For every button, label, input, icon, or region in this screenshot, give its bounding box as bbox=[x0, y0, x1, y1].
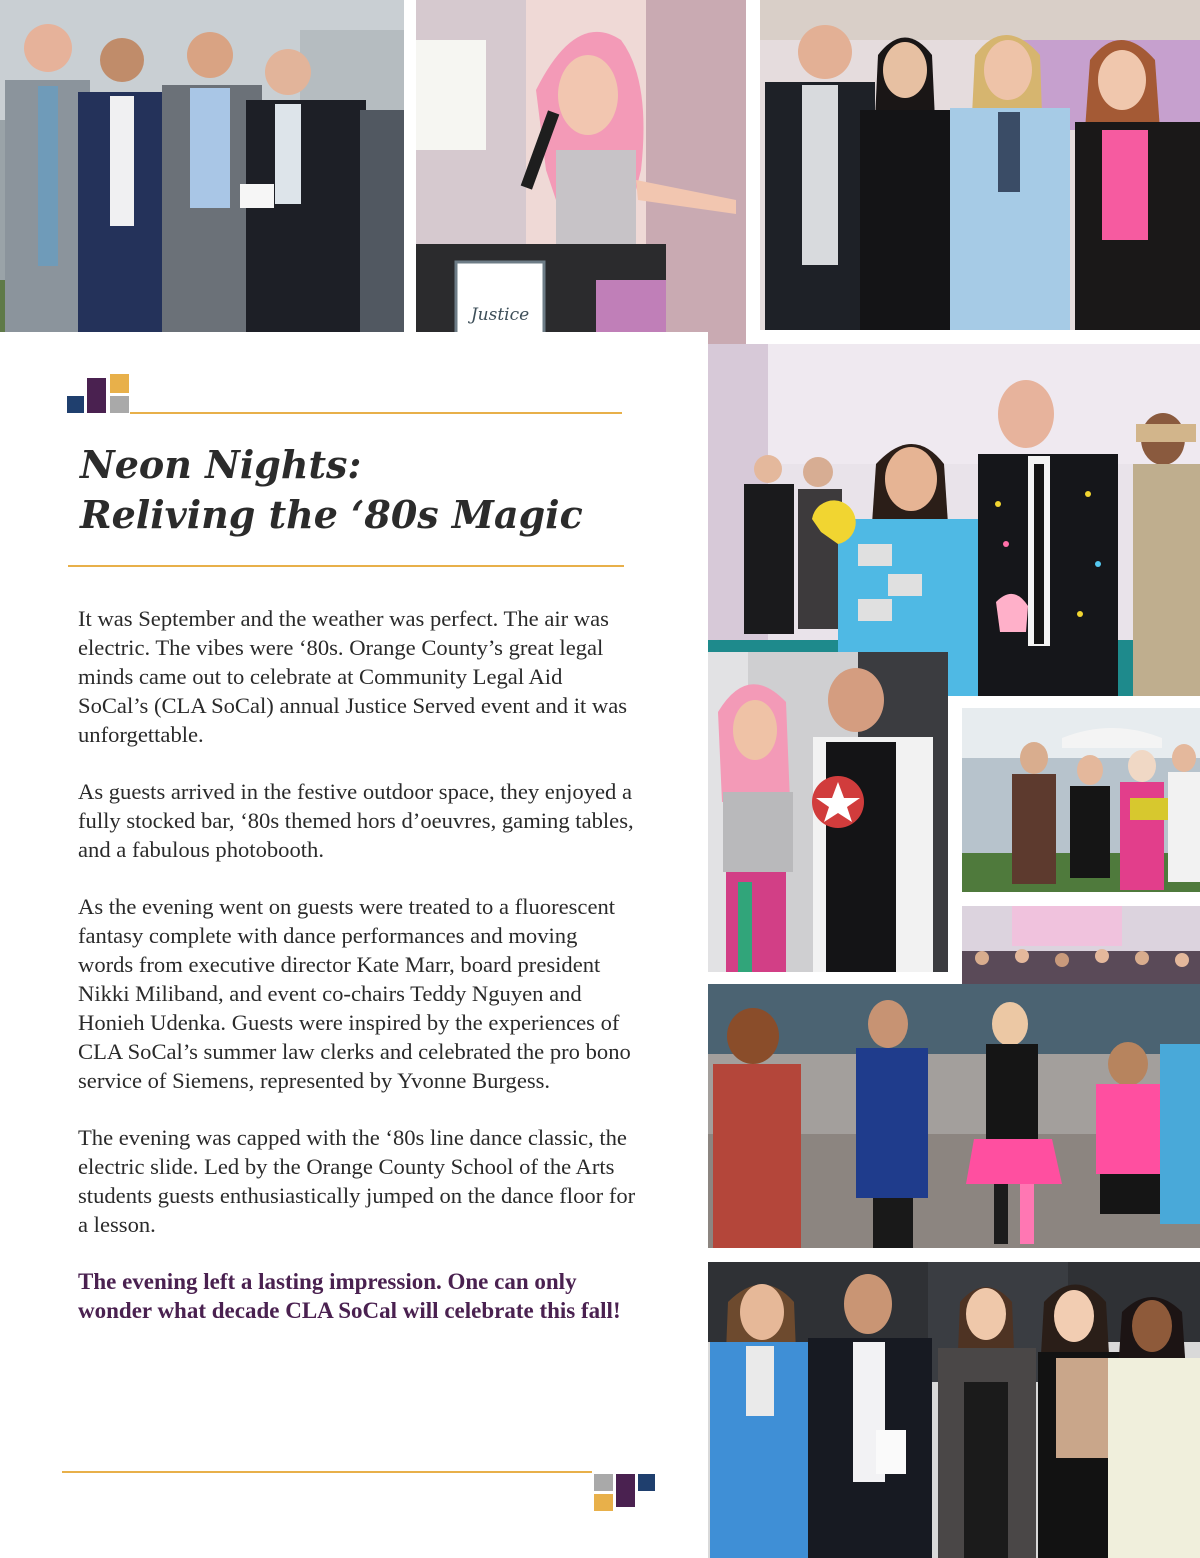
article-body bbox=[78, 604, 638, 1353]
photo-emcee-podium bbox=[416, 0, 746, 374]
top-rule bbox=[130, 412, 622, 414]
article-title-line2: Reliving the ‘80s Magic bbox=[80, 492, 583, 537]
closing-statement: The evening left a lasting impression. One can only wonder what decade CLA SoCal will celebrate this fall! bbox=[78, 1269, 621, 1323]
photo-outdoor-dancers bbox=[962, 708, 1200, 892]
title-rule bbox=[68, 565, 624, 567]
photo-five-guests bbox=[708, 1262, 1200, 1558]
article-title-line1: Neon Nights: bbox=[80, 442, 362, 487]
paragraph-3: As the evening went on guests were treated to a fluorescent fantasy complete with dance performances and moving words from executive director Kate Marr, board president Nikki Miliband, and event co-chairs Teddy Nguyen and Honieh Udenka. Guests were inspired by the experiences of CLA SoCal’s summer law clerks and celebrated the pro bono service of Siemens, represented by Yvonne Burgess. bbox=[78, 894, 631, 1093]
paragraph-2: As guests arrived in the festive outdoor space, they enjoyed a fully stocked bar, ‘80s themed hors d’oeuvres, gaming tables, and a fabulous photobooth. bbox=[78, 779, 634, 862]
photo-pacman-costumes bbox=[708, 344, 1200, 696]
podium-sign-text: Justice bbox=[470, 305, 530, 325]
photo-clash-shirt bbox=[708, 652, 948, 972]
photo-dance-floor bbox=[708, 984, 1200, 1248]
paragraph-4: The evening was capped with the ‘80s line dance classic, the electric slide. Led by the Orange County School of the Arts students guests enthusiastically jumped on the dance floor for a lesson. bbox=[78, 1125, 636, 1237]
photo-four-guests bbox=[760, 0, 1200, 330]
paragraph-1: It was September and the weather was perfect. The air was electric. The vibes were ‘80s. Orange County’s great legal minds came out to celebrate at Community Legal Aid SoCal’s (CLA SoCal) annual Justice Served event and it was unforgettable. bbox=[78, 606, 628, 747]
article-title bbox=[80, 440, 680, 540]
photo-indoor-crowd bbox=[962, 906, 1200, 990]
photo-four-men bbox=[0, 0, 404, 332]
bottom-rule bbox=[62, 1471, 592, 1473]
